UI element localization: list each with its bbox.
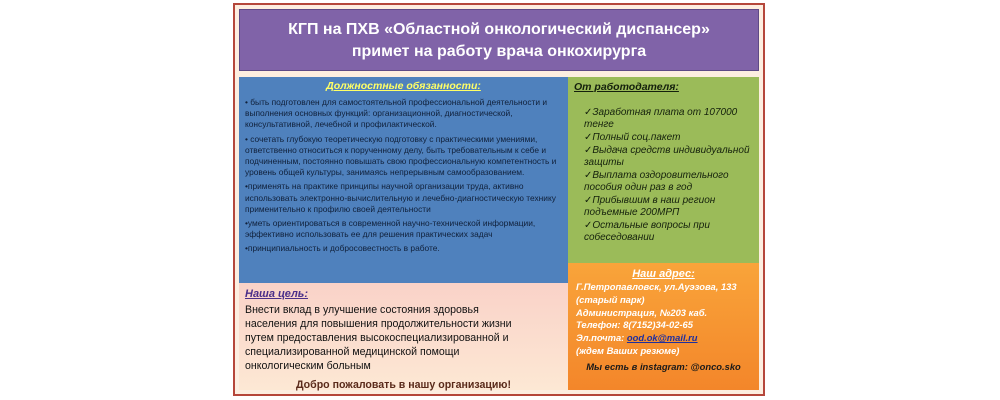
goal-text: Внести вклад в улучшение состояния здоровья населения для повышения продолжительности жизни путем предоставления высокоспециализированной и специализированной медицинской помощи онкологическим больным [245,304,512,372]
instagram-text: Мы есть в instagram: @onco.sko [586,360,741,372]
address-office: Администрация, №203 каб. [576,306,708,318]
vacancy-poster [233,3,765,396]
address-street: Г.Петропавловск, ул.Ауэзова, 133 [576,281,737,292]
offer-item: ✓Остальные вопросы при собеседовании [584,220,710,243]
duty-item: • быть подготовлен для самостоятельной профессиональной деятельности и выполнения основных функций: организационной, диагностической, консультативной, лечебной и профилактической. [245,97,548,130]
address-email-row [576,332,751,345]
address-phone: Телефон: 8(7152)34-02-65 [576,319,693,331]
employer-heading: От работодателя: [574,81,679,93]
poster-title-line2: примет на работу врача онкохирурга [351,43,647,60]
email-link[interactable]: ood.ok@mail.ru [626,332,698,344]
duty-item: • сочетать глубокую теоретическую подготовку с практическими умениями, ответственно относиться к порученному делу, быть требовательным к себе и подчиненным, постоянно повышать свою профессиональную компетентность и уровень общей культуры, занимаясь непрерывным самообразованием. [245,133,557,178]
employer-offers-section [568,77,759,263]
offer-item: ✓Полный соц.пакет [584,132,681,143]
offer-item: ✓Заработная плата от 107000 тенге [584,107,738,130]
offer-item: ✓Прибывшим в наш регион подъемные 200МРП [584,195,716,218]
address-heading: Наш адрес: [632,268,695,280]
welcome-text: Добро пожаловать в нашу организацию! [296,379,511,391]
offer-item: ✓Выплата оздоровительного пособия один раз в год [584,170,729,193]
address-landmark: (старый парк) [576,293,645,305]
duties-heading: Должностные обязанности: [326,80,481,92]
address-section [568,263,759,390]
offer-item: ✓Выдача средств индивидуальной защиты [584,145,750,168]
address-note: (ждем Ваших резюме) [576,344,680,356]
goal-heading: Наша цель: [245,288,308,300]
duties-section [239,77,568,283]
duty-item: •принципиальность и добросовестность в работе. [245,243,440,254]
poster-title-line1: КГП на ПХВ «Областной онкологический диспансер» [288,21,710,38]
goal-section [239,283,568,390]
email-label: Эл.почта: [576,332,625,344]
poster-title [239,9,759,71]
duty-item: •применять на практике принципы научной организации труда, активно использовать электронно-вычислительную и лечебно-диагностическую технику применительно к профилю своей деятельности [245,181,556,214]
duty-item: •уметь ориентироваться в современной научно-технической информации, эффективно использовать ее для решения практических задач [245,218,536,240]
